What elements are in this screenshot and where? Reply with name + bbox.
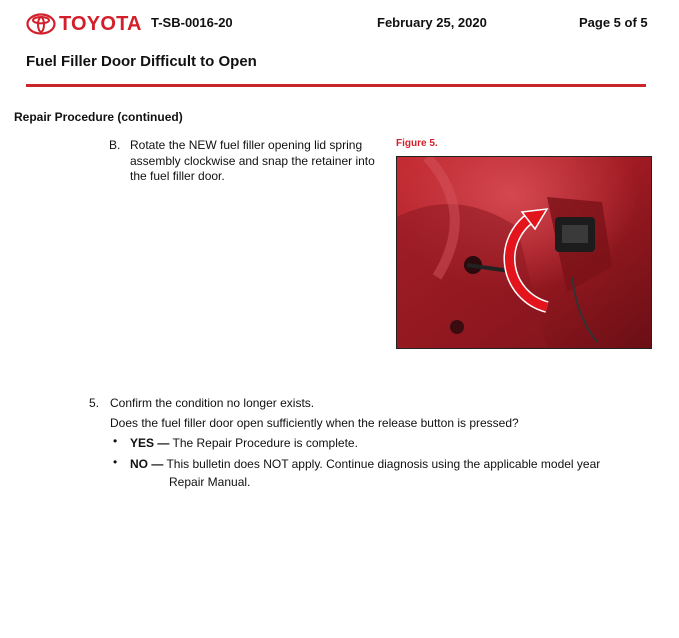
toyota-emblem-icon [26,13,56,35]
fuel-door-photo-illustration [397,157,651,348]
figure-photo [396,156,652,349]
step-b-letter: B. [109,138,121,152]
bullet-no-continuation: Repair Manual. [169,475,251,489]
figure-label: Figure 5. [396,138,438,149]
title-divider [26,84,646,87]
step-b-text: Rotate the NEW fuel filler opening lid spring assembly clockwise and snap the retainer into the fuel filler door. [130,138,375,183]
page-number: Page 5 of 5 [579,15,648,30]
bullet-yes-text: The Repair Procedure is complete. [172,436,358,450]
bullet-no-lead: NO — [130,457,164,471]
bullet-yes [130,434,650,452]
bullet-yes-lead: YES — [130,436,170,450]
bullet-no [130,455,650,491]
brand-wordmark: TOYOTA [59,12,142,35]
step-5-number: 5. [89,396,100,410]
bullet-no-text: This bulletin does NOT apply. Continue diagnosis using the applicable model year [166,457,601,471]
step-5-text: Confirm the condition no longer exists. [110,396,315,410]
bullet-yes-dot: • [113,434,118,448]
section-heading: Repair Procedure (continued) [14,110,183,124]
bullet-no-dot: • [113,455,118,469]
document-title: Fuel Filler Door Difficult to Open [26,53,257,70]
bulletin-id: T-SB-0016-20 [151,15,233,30]
toyota-logo [26,12,142,36]
step-5-question: Does the fuel filler door open sufficiently when the release button is pressed? [110,416,519,430]
bulletin-date: February 25, 2020 [377,15,487,30]
